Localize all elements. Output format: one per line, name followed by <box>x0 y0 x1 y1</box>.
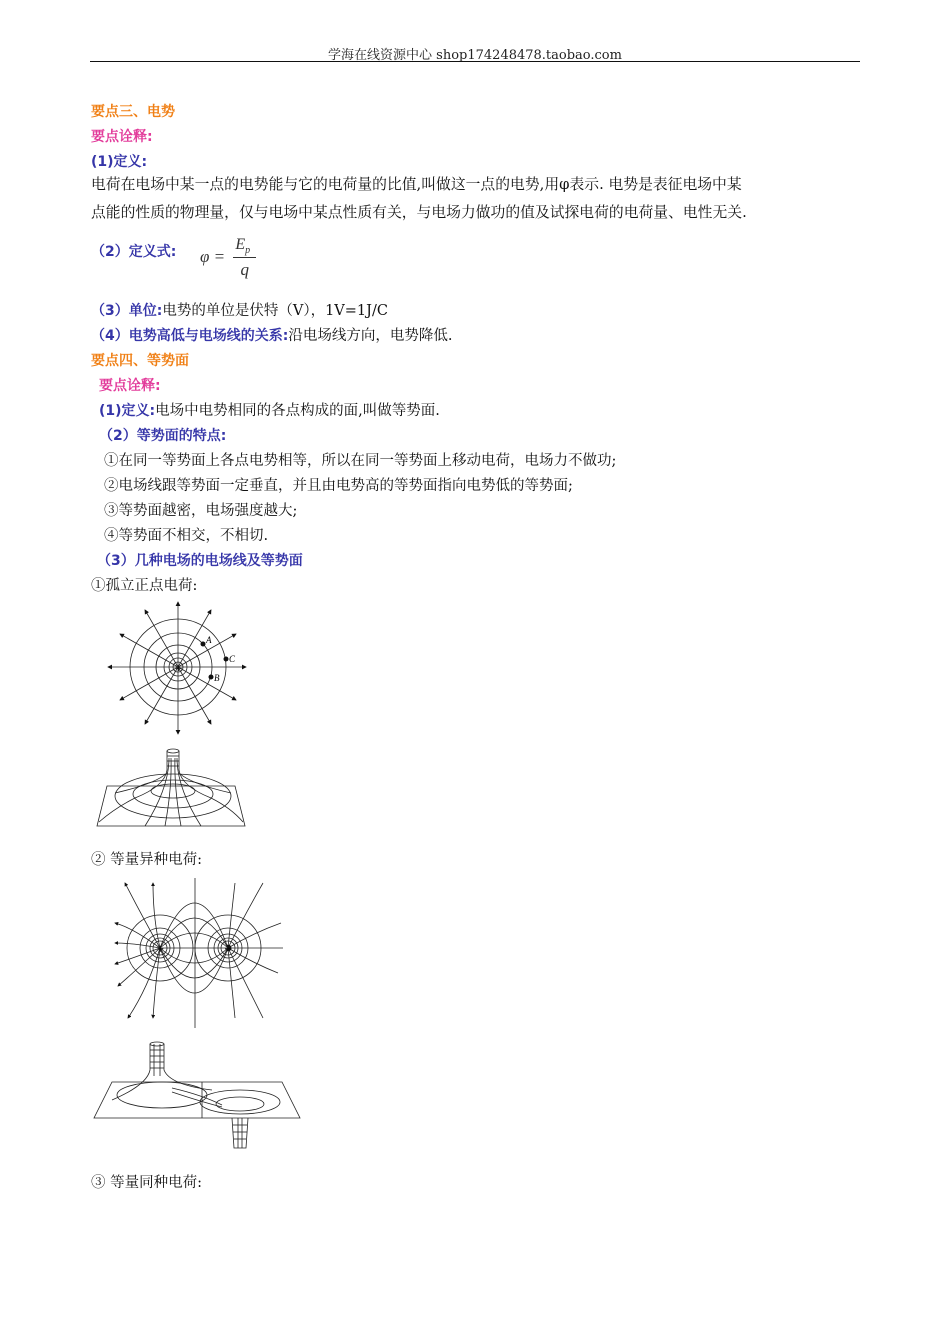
section4-features-label: （2）等势面的特点: <box>99 428 227 444</box>
positive-charge-symbol: + <box>156 944 165 955</box>
feature-item: ①在同一等势面上各点电势相等，所以在同一等势面上移动电荷，电场力不做功; <box>104 453 617 469</box>
section3-def-line2: 点能的性质的物理量，仅与电场中某点性质有关，与电场力做功的值及试探电荷的电荷量、电性无关. <box>91 204 747 221</box>
feature-item: ④等势面不相交，不相切. <box>104 528 269 544</box>
section4-def-label: (1)定义: <box>99 403 156 419</box>
section3-def-label: (1)定义: <box>91 154 148 170</box>
section4-def-text: 电场中电势相同的各点构成的面,叫做等势面. <box>155 403 440 419</box>
positive-charge-potential-surface <box>95 748 255 833</box>
header-divider <box>90 61 860 62</box>
section3-relation-line <box>91 326 452 346</box>
point-a-label: A <box>206 635 212 645</box>
section3-relation-text: 沿电场线方向，电势降低. <box>288 328 453 344</box>
section3-relation-label: （4）电势高低与电场线的关系: <box>91 328 289 344</box>
negative-charge-symbol: − <box>224 944 233 955</box>
charge-plus-symbol: + <box>175 664 183 674</box>
case1-label: ①孤立正点电荷: <box>91 578 198 594</box>
feature-item: ②电场线跟等势面一定垂直，并且由电势高的等势面指向电势低的等势面; <box>104 478 573 494</box>
formula-denominator: q <box>240 260 250 280</box>
formula-lhs: φ = <box>200 247 226 266</box>
dipole-potential-surface <box>92 1040 304 1155</box>
section3-def-paragraph <box>91 171 866 227</box>
section3-explain-label: 要点诠释: <box>91 129 153 145</box>
case3-label: ③ 等量同种电荷: <box>91 1175 202 1191</box>
formula-fraction <box>233 236 256 280</box>
section3-def-line1: 电荷在电场中某一点的电势能与它的电荷量的比值,叫做这一点的电势,用φ表示. 电势是表征电场中某 <box>91 176 742 193</box>
section3-unit-label: （3）单位: <box>91 303 163 319</box>
feature-item: ③等势面越密，电场强度越大; <box>104 503 298 519</box>
section3-formula-label: （2）定义式: <box>91 244 177 260</box>
section4-title: 要点四、等势面 <box>91 353 189 369</box>
dipole-field-diagram <box>103 878 288 1028</box>
section3-unit-text: 电势的单位是伏特（V），1V=1J/C <box>162 303 388 319</box>
section4-explain-label: 要点诠释: <box>99 378 161 394</box>
case2-label: ② 等量异种电荷: <box>91 852 202 868</box>
point-c-label: C <box>229 654 236 664</box>
page-header: 学海在线资源中心 shop174248478.taobao.com <box>328 48 622 63</box>
formula-numerator: $E_p$ <box>233 236 256 258</box>
potential-formula <box>200 236 256 280</box>
section4-fields-label: （3）几种电场的电场线及等势面 <box>97 553 303 569</box>
section3-unit-line <box>91 301 388 321</box>
positive-charge-field-diagram <box>100 600 250 740</box>
section4-def-line <box>99 401 440 421</box>
section3-title: 要点三、电势 <box>91 104 175 120</box>
point-b-label: B <box>214 673 220 683</box>
